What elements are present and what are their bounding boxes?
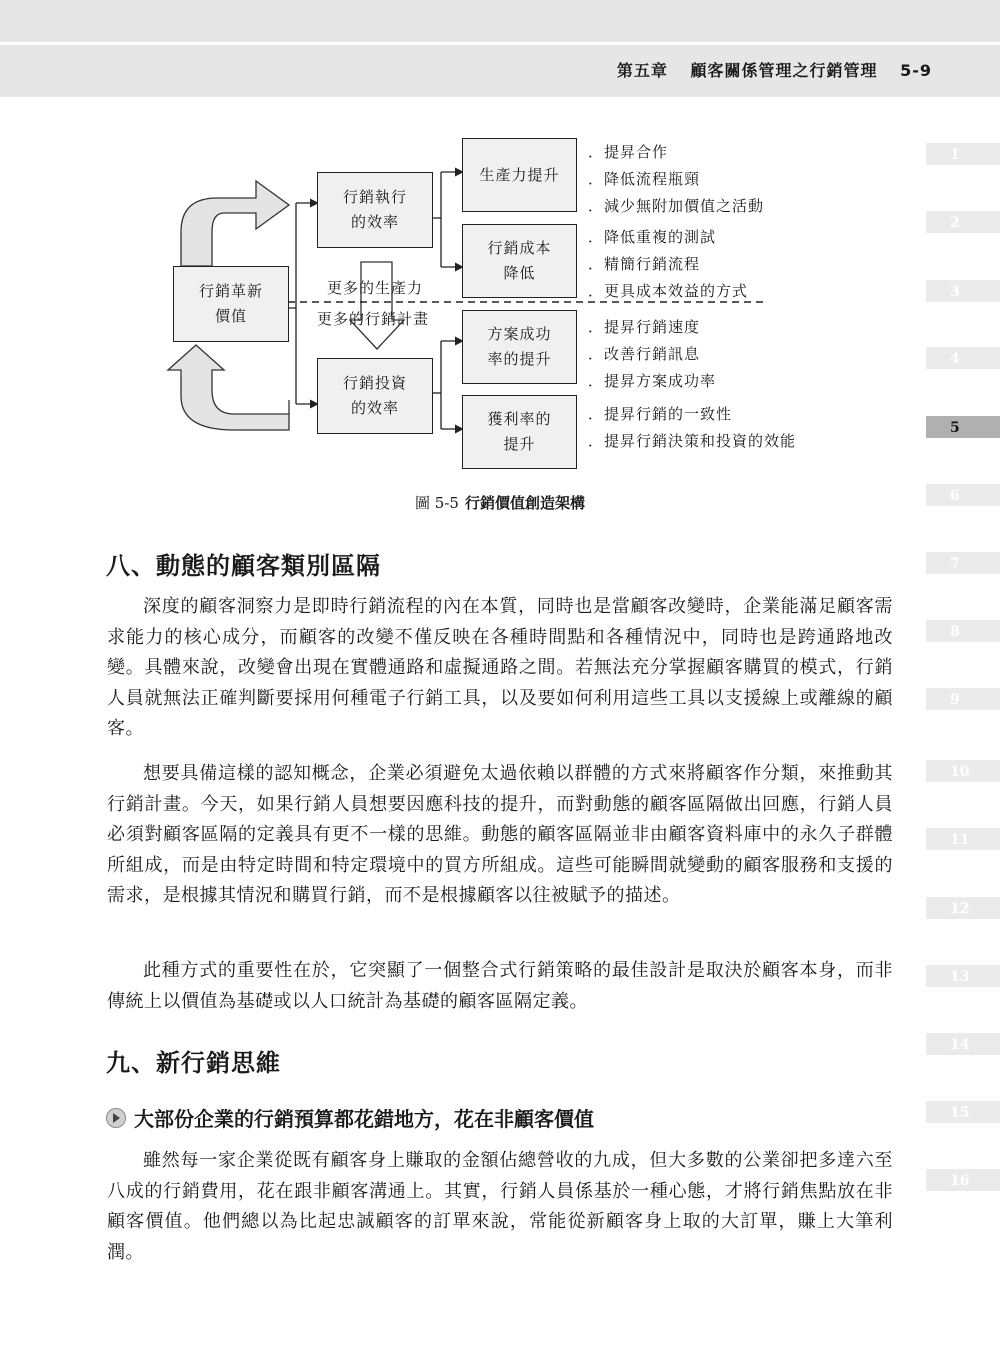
bullet-item: ．提昇行銷速度 [588, 318, 701, 336]
chapter-tab-7[interactable]: 7 [926, 552, 1000, 574]
success-rate-box: 方案成功率的提升 [462, 310, 577, 384]
investment-efficiency-box: 行銷投資的效率 [317, 358, 433, 434]
chapter-title: 顧客關係管理之行銷管理 [690, 61, 878, 80]
chapter-tab-15[interactable]: 15 [926, 1101, 1000, 1123]
marketing-value-diagram [0, 0, 1000, 520]
figure-number: 圖 5-5 [415, 494, 459, 512]
section-heading-9: 九、新行銷思維 [106, 1049, 281, 1077]
bullet-item: ．降低流程瓶頸 [588, 170, 701, 188]
chapter-tab-1[interactable]: 1 [926, 143, 1000, 165]
cost-reduction-box: 行銷成本降低 [462, 224, 577, 298]
bullet-item: ．減少無附加價值之活動 [588, 197, 765, 215]
productivity-box: 生產力提升 [462, 138, 577, 212]
chapter-tab-3[interactable]: 3 [926, 280, 1000, 302]
chapter-tab-10[interactable]: 10 [926, 760, 1000, 782]
subsection-heading [106, 1103, 594, 1132]
paragraph: 此種方式的重要性在於，它突顯了一個整合式行銷策略的最佳設計是取決於顧客本身，而非傳統上以價值為基礎或以人口統計為基礎的顧客區隔定義。 [107, 960, 893, 1012]
bullet-item: ．降低重複的測試 [588, 228, 717, 246]
figure-title: 行銷價值創造架構 [464, 494, 585, 512]
bullet-item: ．提昇行銷的一致性 [588, 405, 733, 423]
chapter-tab-11[interactable]: 11 [926, 828, 1000, 850]
bullet-item: ．更具成本效益的方式 [588, 282, 749, 300]
chapter-tab-8[interactable]: 8 [926, 620, 1000, 642]
chapter-tab-12[interactable]: 12 [926, 897, 1000, 919]
paragraph: 想要具備這樣的認知概念，企業必須避免太過依賴以群體的方式來將顧客作分類，來推動其行銷計畫。今天，如果行銷人員想要因應科技的提升，而對動態的顧客區隔做出回應，行銷人員必須對顧客區隔的定義具有更不一樣的思維。動態的顧客區隔並非由顧客資料庫中的永久子群體所組成，而是由特定時間和特定環境中的買方所組成。這些可能瞬間就變動的顧客服務和支援的需求，是根據其情況和購買行銷，而不是根據顧客以往被賦予的描述。 [107, 763, 893, 906]
chapter-tab-6[interactable]: 6 [926, 484, 1000, 506]
section-heading-8: 八、動態的顧客類別區隔 [106, 552, 381, 580]
bullet-item: ．改善行銷訊息 [588, 345, 701, 363]
chapter-tab-14[interactable]: 14 [926, 1033, 1000, 1055]
subsection-title: 大部份企業的行銷預算都花錯地方，花在非顧客價值 [134, 1107, 594, 1131]
chapter-tab-13[interactable]: 13 [926, 965, 1000, 987]
play-bullet-icon [106, 1108, 126, 1128]
paragraph: 雖然每一家企業從既有顧客身上賺取的金額佔總營收的九成，但大多數的公業卻把多達六至八成的行銷費用，花在跟非顧客溝通上。其實，行銷人員係基於一種心態，才將行銷焦點放在非顧客價值。他們總以為比起忠誠顧客的訂單來說，常能從新顧客身上取的大訂單，賺上大筆利潤。 [107, 1150, 893, 1263]
bullet-item: ．提昇方案成功率 [588, 372, 717, 390]
big-arrow-back-shape [168, 345, 289, 430]
paragraph: 深度的顧客洞察力是即時行銷流程的內在本質，同時也是當顧客改變時，企業能滿足顧客需求能力的核心成分，而顧客的改變不僅反映在各種時間點和各種情況中，同時也是跨通路地改變。具體來說，改變會出現在實體通路和虛擬通路之間。若無法充分掌握顧客購買的模式，行銷人員就無法正確判斷要採用何種電子行銷工具，以及要如何利用這些工具以支援線上或離線的顧客。 [107, 596, 893, 739]
bullet-item: ．精簡行銷流程 [588, 255, 701, 273]
more-productivity-label: 更多的生產力 [327, 279, 424, 297]
big-arrow-up-shape [181, 181, 289, 266]
chapter-tab-16[interactable]: 16 [926, 1169, 1000, 1191]
chapter-tab-5-active[interactable]: 5 [926, 416, 1000, 438]
bullet-item: ．提昇行銷決策和投資的效能 [588, 432, 797, 450]
bullet-item: ．提昇合作 [588, 143, 669, 161]
innovation-value-box: 行銷革新價值 [173, 266, 289, 342]
chapter-tab-2[interactable]: 2 [926, 211, 1000, 233]
execution-efficiency-box: 行銷執行的效率 [317, 172, 433, 248]
big-arrow-down-shape [350, 262, 404, 349]
profitability-box: 獲利率的提升 [462, 395, 577, 469]
chapter-tab-9[interactable]: 9 [926, 688, 1000, 710]
more-plans-label: 更多的行銷計畫 [317, 310, 430, 328]
chapter-label: 第五章 [616, 61, 668, 80]
chapter-tab-4[interactable]: 4 [926, 347, 1000, 369]
page-number: 5-9 [900, 61, 932, 80]
figure-caption [0, 492, 1000, 513]
